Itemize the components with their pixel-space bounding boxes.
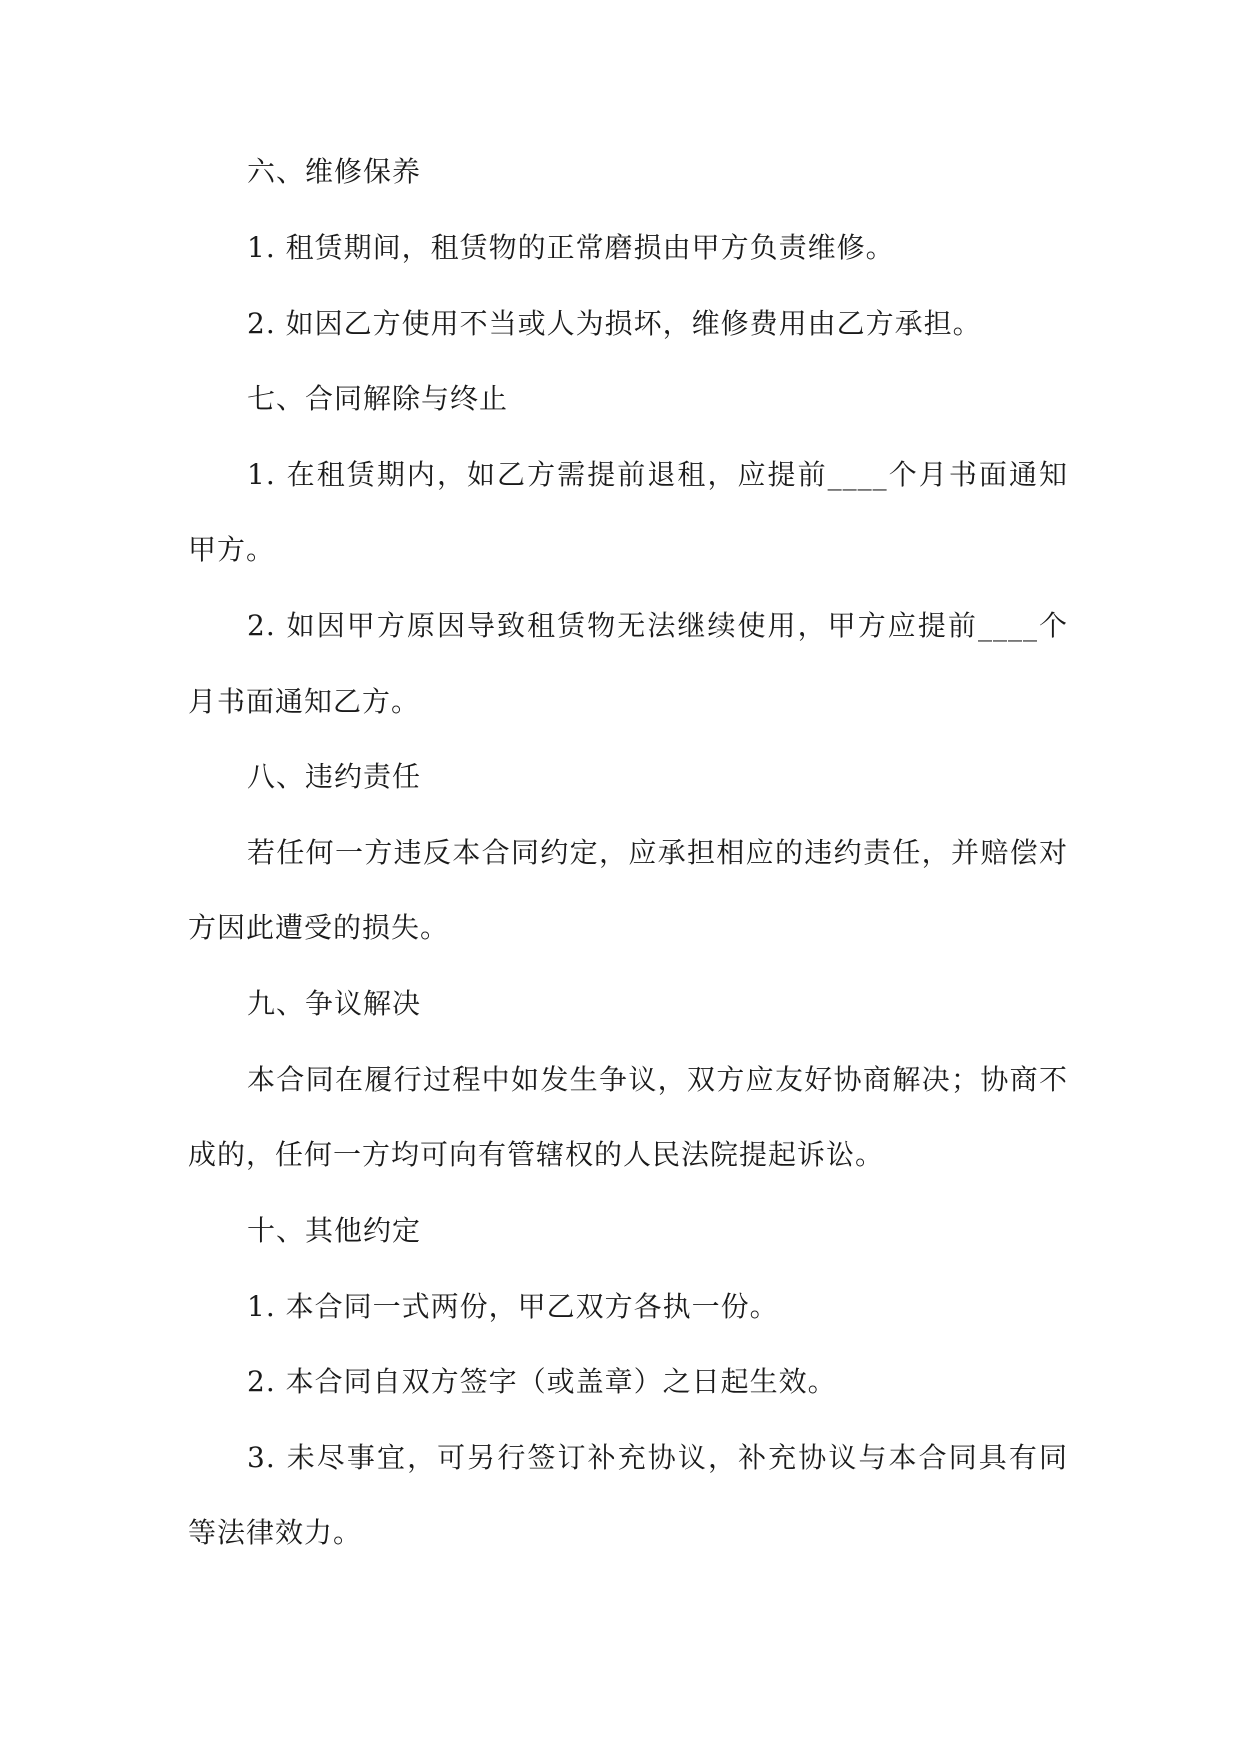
paragraph-dispute-cont: 成的，任何一方均可向有管辖权的人民法院提起诉讼。 bbox=[188, 1138, 885, 1171]
section-heading-maintenance: 六、维修保养 bbox=[247, 155, 422, 188]
paragraph-breach: 若任何一方违反本合同约定，应承担相应的违约责任，并赔偿对 bbox=[247, 836, 1068, 869]
clause-other-1: 1. 本合同一式两份，甲乙双方各执一份。 bbox=[247, 1290, 779, 1323]
clause-termination-1-cont: 甲方。 bbox=[188, 533, 276, 566]
paragraph-breach-cont: 方因此遭受的损失。 bbox=[188, 911, 450, 944]
clause-other-2: 2. 本合同自双方签字（或盖章）之日起生效。 bbox=[247, 1365, 837, 1398]
clause-termination-2: 2. 如因甲方原因导致租赁物无法继续使用，甲方应提前____个 bbox=[247, 609, 1068, 642]
section-heading-breach: 八、违约责任 bbox=[247, 760, 422, 793]
clause-maintenance-2: 2. 如因乙方使用不当或人为损坏，维修费用由乙方承担。 bbox=[247, 307, 982, 340]
section-heading-termination: 七、合同解除与终止 bbox=[247, 382, 509, 415]
section-heading-other: 十、其他约定 bbox=[247, 1214, 422, 1247]
clause-termination-2-cont: 月书面通知乙方。 bbox=[188, 685, 421, 718]
clause-other-3: 3. 未尽事宜，可另行签订补充协议，补充协议与本合同具有同 bbox=[247, 1441, 1068, 1474]
clause-other-3-cont: 等法律效力。 bbox=[188, 1516, 363, 1549]
section-heading-dispute: 九、争议解决 bbox=[247, 987, 422, 1020]
paragraph-dispute: 本合同在履行过程中如发生争议，双方应友好协商解决；协商不 bbox=[247, 1063, 1068, 1096]
clause-termination-1: 1. 在租赁期内，如乙方需提前退租，应提前____个月书面通知 bbox=[247, 458, 1068, 491]
clause-maintenance-1: 1. 租赁期间，租赁物的正常磨损由甲方负责维修。 bbox=[247, 231, 895, 264]
